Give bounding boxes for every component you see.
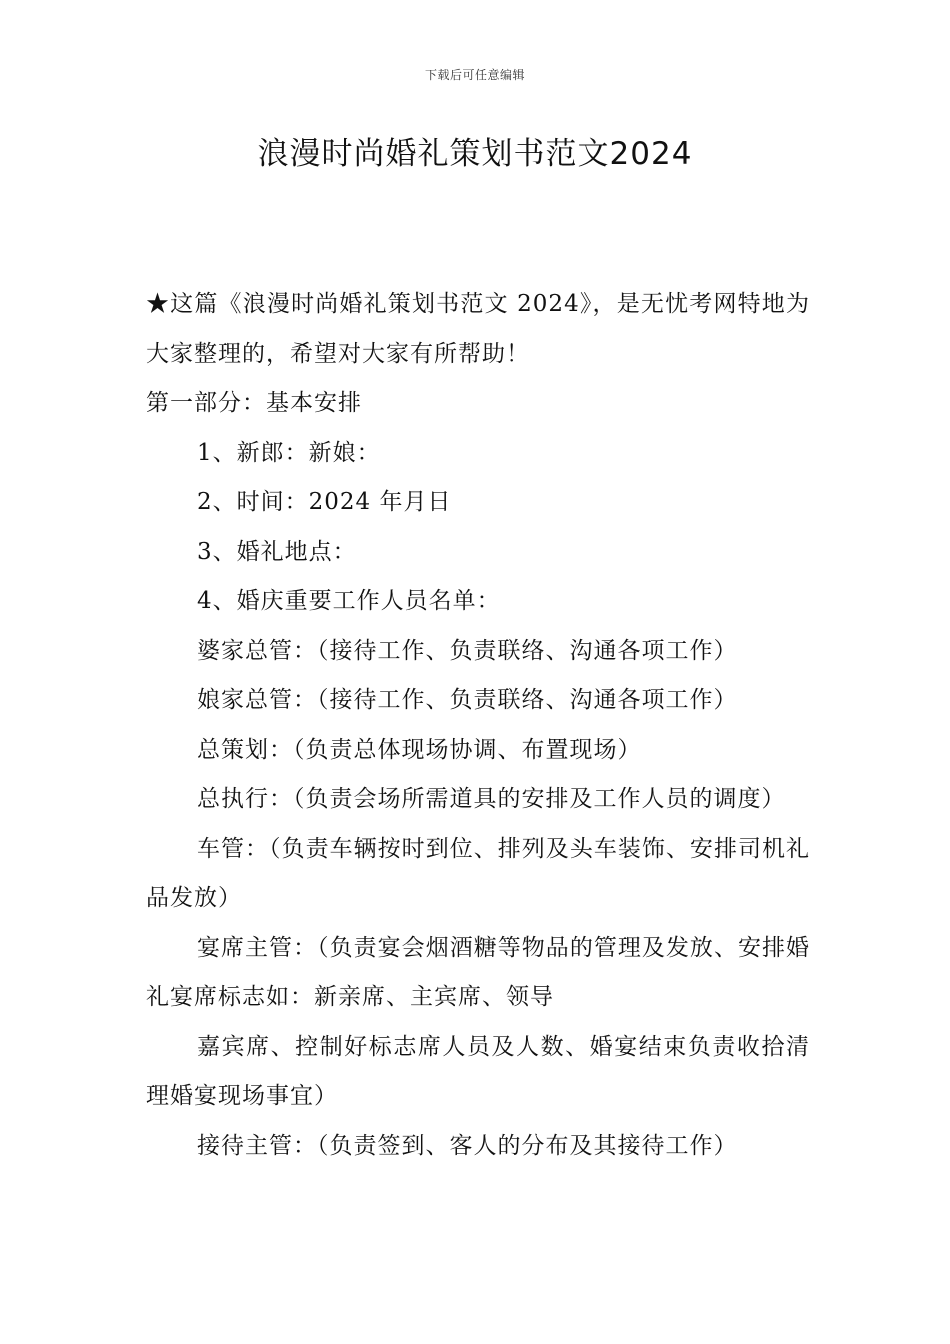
staff-paragraph: 娘家总管：（接待工作、负责联络、沟通各项工作） — [197, 687, 738, 713]
staff-paragraph: 宴席主管：（负责宴会烟酒糖等物品的管理及发放、安排婚礼宴席标志如：新亲席、主宾席、领导 — [146, 934, 810, 1010]
staff-paragraph: 嘉宾席、控制好标志席人员及人数、婚宴结束负责收拾清理婚宴现场事宜） — [146, 1033, 810, 1109]
document-title: 浪漫时尚婚礼策划书范文2024 — [257, 136, 693, 172]
section-heading: 第一部分：基本安排 — [146, 390, 362, 416]
intro-paragraph: ★这篇《浪漫时尚婚礼策划书范文 2024》，是无忧考网特地为大家整理的，希望对大家有所帮助！ — [146, 291, 810, 367]
staff-paragraph: 接待主管：（负责签到、客人的分布及其接待工作） — [197, 1132, 738, 1159]
staff-paragraph: 总执行：（负责会场所需道具的安排及工作人员的调度） — [197, 786, 786, 812]
document-body — [146, 280, 810, 1171]
header-note: 下载后可任意编辑 — [424, 68, 525, 82]
staff-paragraph: 婆家总管：（接待工作、负责联络、沟通各项工作） — [197, 637, 738, 664]
list-item: 3、婚礼地点： — [197, 538, 357, 565]
list-item: 2、时间：2024 年月日 — [197, 489, 452, 515]
list-item: 4、婚庆重要工作人员名单： — [197, 588, 501, 614]
list-item: 1、新郎：新娘： — [197, 439, 381, 466]
staff-paragraph: 车管：（负责车辆按时到位、排列及头车装饰、安排司机礼品发放） — [146, 835, 810, 911]
staff-paragraph: 总策划：（负责总体现场协调、布置现场） — [197, 736, 642, 763]
